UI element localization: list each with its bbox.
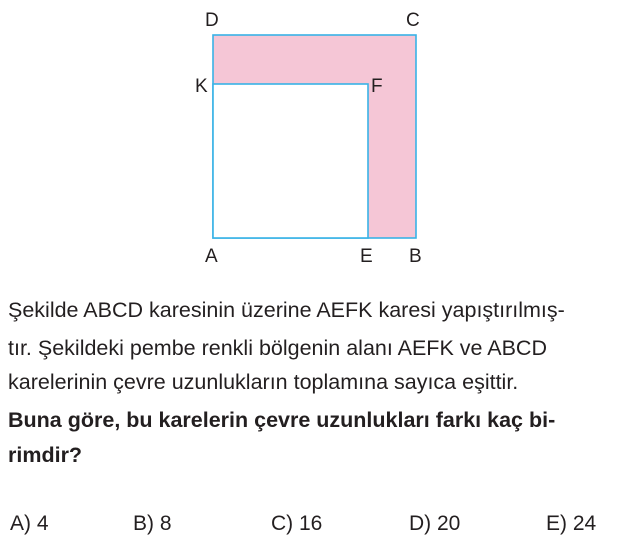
- choice-b[interactable]: B) 8: [133, 512, 172, 535]
- label-b: B: [409, 246, 422, 267]
- question-line-1: Buna göre, bu karelerin çevre uzunlukları farkı kaç bi-: [8, 408, 556, 432]
- problem-text-line-3: karelerinin çevre uzunlukların toplamına sayıca eşittir.: [8, 370, 519, 394]
- problem-text-line-1: Şekilde ABCD karesinin üzerine AEFK karesi yapıştırılmış-: [8, 298, 565, 322]
- square-aefk: [213, 84, 368, 238]
- problem-text-line-2: tır. Şekildeki pembe renkli bölgenin alanı AEFK ve ABCD: [8, 336, 547, 360]
- label-k: K: [195, 76, 208, 97]
- label-a: A: [205, 246, 218, 267]
- label-d: D: [205, 10, 219, 31]
- choice-a[interactable]: A) 4: [10, 512, 49, 535]
- label-e: E: [360, 246, 373, 267]
- question-line-2: rimdir?: [8, 443, 83, 467]
- label-f: F: [371, 76, 383, 97]
- label-c: C: [406, 10, 420, 31]
- choice-c[interactable]: C) 16: [271, 512, 323, 535]
- choice-e[interactable]: E) 24: [546, 512, 597, 535]
- choice-d[interactable]: D) 20: [409, 512, 461, 535]
